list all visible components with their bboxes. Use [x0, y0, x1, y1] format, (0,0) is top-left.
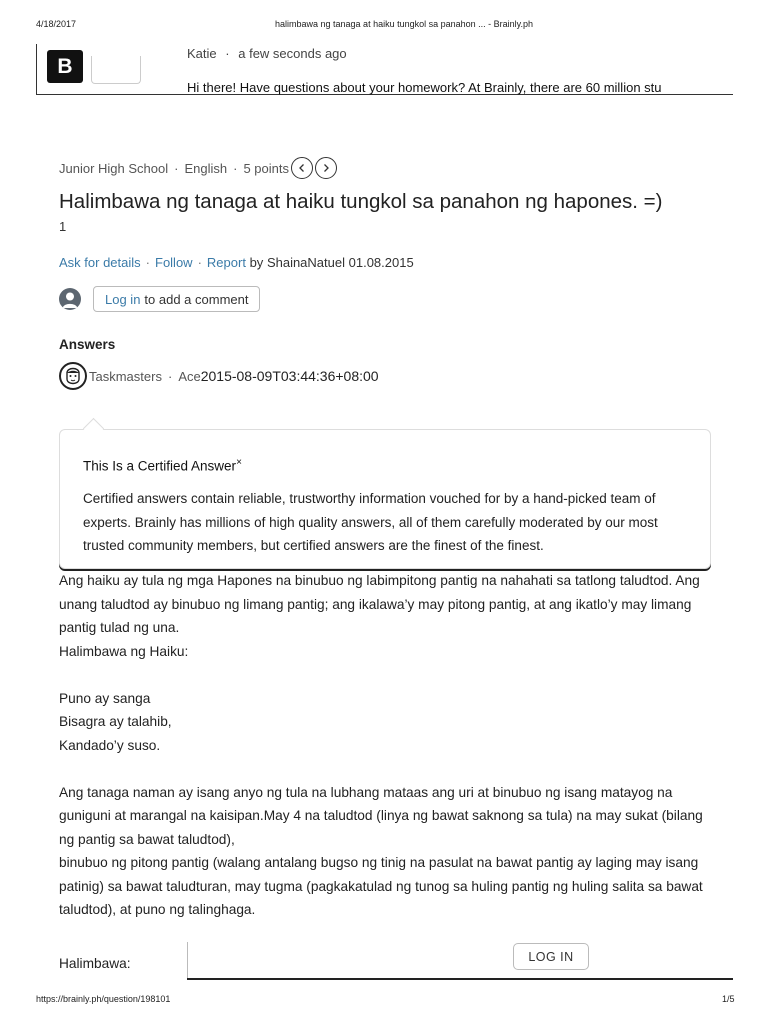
user-icon: [59, 288, 81, 310]
chevron-right-icon: [321, 163, 331, 173]
login-button[interactable]: LOG IN: [513, 943, 589, 970]
answer-paragraph: Halimbawa:: [59, 956, 131, 971]
chevron-left-icon: [297, 163, 307, 173]
prev-button[interactable]: [291, 157, 313, 179]
bottom-bar-rule: [187, 978, 733, 980]
answer-timestamp: 2015-08-09T03:44:36+08:00: [200, 368, 379, 384]
chat-meta: Katie · a few seconds ago: [187, 46, 347, 61]
by-label: by: [249, 255, 264, 270]
report-link[interactable]: Report: [206, 255, 246, 270]
question-date: 01.08.2015: [348, 255, 414, 270]
print-title: halimbawa ng tanaga at haiku tungkol sa panahon ... - Brainly.ph: [275, 19, 534, 29]
answers-heading: Answers: [59, 337, 116, 352]
ask-for-details-link[interactable]: Ask for details: [59, 255, 141, 270]
header-tab[interactable]: [91, 56, 141, 84]
print-page: 1/5: [722, 994, 735, 1004]
poem-line: Kandado’y suso.: [59, 737, 161, 753]
chat-message[interactable]: Hi there! Have questions about your homework? At Brainly, there are 60 million stu: [187, 80, 662, 95]
login-link[interactable]: Log in: [105, 291, 141, 307]
question-author[interactable]: ShainaNatuel: [266, 255, 345, 270]
chat-time: a few seconds ago: [238, 46, 347, 61]
answerer-avatar[interactable]: [59, 362, 87, 390]
answerer-name[interactable]: Taskmasters: [89, 369, 162, 384]
subject-level[interactable]: Junior High School: [59, 160, 169, 176]
follow-link[interactable]: Follow: [155, 255, 193, 270]
face-icon: [61, 364, 85, 388]
answer-paragraph: Ang tanaga naman ay isang anyo ng tula na lubhang mataas ang uri at binubuo ng isang matayog na guniguni at marangal na kaisipan.May 4 na taludtod (linya ng bawat saknong sa tula) na may sukat (bilang ng pantig sa bawat taludtod),: [59, 784, 703, 847]
question-actions: Ask for details · Follow · Report by ShainaNatuel 01.08.2015: [59, 255, 414, 270]
points: 5 points: [243, 160, 289, 176]
answer-paragraph: Halimbawa ng Haiku:: [59, 643, 189, 659]
certified-body: Certified answers contain reliable, trustworthy information vouched for by a hand-picked team of experts. Brainly has millions of high quality answers, all of them carefully moderated by our most trusted community members, but certified answers are the finest of the finest.: [83, 491, 658, 553]
answer-paragraph: binubuo ng pitong pantig (walang antalang bugso ng tinig na pasulat na bawat pantig ay laging may isang patinig) sa bawat taludturan, may tugma (pagkakatulad ng tunog sa huling pantig ng huling salita sa bawat taludtod), at puno ng talinghaga.: [59, 855, 703, 917]
poem-line: Bisagra ay talahib,: [59, 714, 172, 729]
comment-login-box[interactable]: [93, 286, 260, 312]
next-button[interactable]: [315, 157, 337, 179]
subject[interactable]: English: [184, 160, 228, 176]
question-title: Halimbawa ng tanaga at haiku tungkol sa panahon ng hapones. =): [59, 190, 663, 213]
answerer-rank: Ace: [178, 369, 201, 384]
header-divider-left: [36, 44, 37, 94]
logo-letter: B: [57, 54, 73, 78]
certified-title: [83, 457, 242, 474]
print-date: 4/18/2017: [36, 19, 77, 29]
brainly-logo[interactable]: [47, 50, 83, 83]
answer-body: [59, 569, 719, 922]
certified-title-text: This Is a Certified Answer: [83, 458, 237, 474]
user-avatar: [59, 288, 81, 310]
question-breadcrumb: Junior High School · English · 5 points: [59, 157, 337, 179]
answer-count: 1: [59, 219, 67, 234]
bottom-bar-divider: [187, 942, 188, 979]
close-icon[interactable]: ×: [236, 457, 242, 468]
print-url: https://brainly.ph/question/198101: [36, 994, 171, 1004]
chat-sender: Katie: [187, 46, 217, 61]
login-suffix: to add a comment: [144, 291, 249, 307]
answer-paragraph: Ang haiku ay tula ng mga Hapones na binubuo ng labimpitong pantig na nahahati sa tatlong taludtod. Ang unang taludtod ay binubuo ng limang pantig; ang ikalawa’y may pitong pantig, at ang ikatlo’y may limang pantig tulad ng una.: [59, 573, 700, 635]
answerer-line: Taskmasters · Ace 2015-08-09T03:44:36+08:00: [89, 368, 379, 384]
poem-line: Puno ay sanga: [59, 690, 151, 706]
